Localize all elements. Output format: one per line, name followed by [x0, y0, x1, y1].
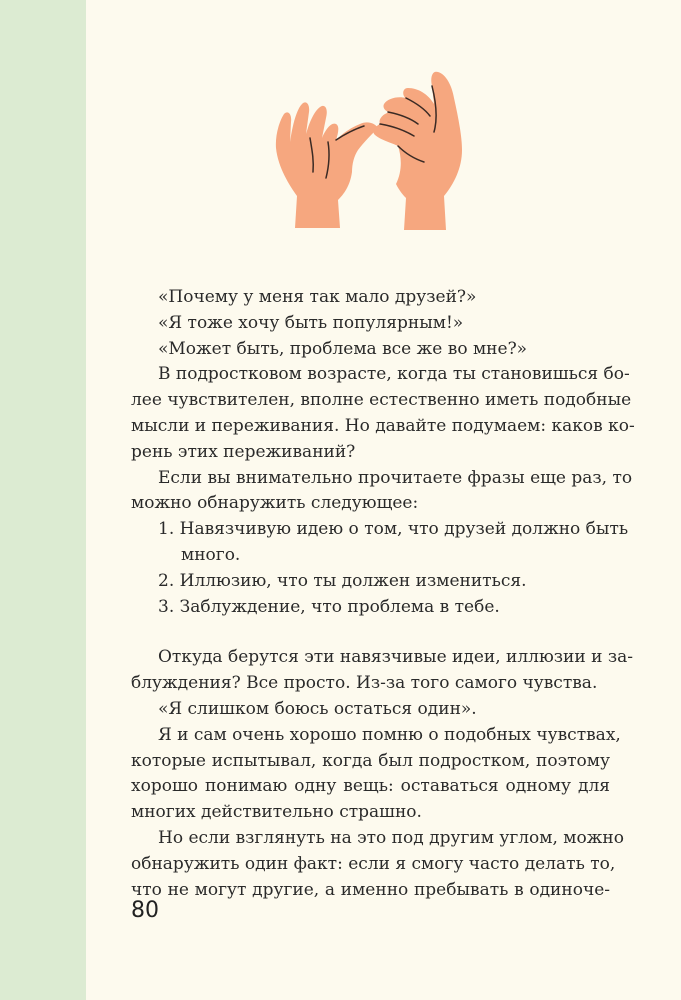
text-line: рень этих переживаний? — [131, 441, 356, 462]
text-line: «Может быть, проблема все же во мне?» — [158, 338, 528, 359]
text-line: 3. Заблуждение, что проблема в тебе. — [158, 596, 500, 617]
text-line: которые испытывал, когда был подростком, поэтому — [131, 750, 610, 771]
text-line: «Я слишком боюсь остаться один». — [158, 698, 477, 719]
paragraph-gap — [131, 620, 610, 645]
text-line: В подростковом возрасте, когда ты становишься бо- — [158, 364, 630, 385]
text-line: много. — [181, 544, 241, 565]
text-line: Если вы внимательно прочитаете фразы еще раз, то — [158, 467, 633, 488]
text-line: Но если взглянуть на это под другим углом, можно — [158, 827, 624, 848]
text-line: «Почему у меня так мало друзей?» — [158, 287, 477, 307]
side-color-band — [0, 0, 86, 1000]
text-line: многих действительно страшно. — [131, 802, 422, 823]
text-line: Откуда берутся эти навязчивые идеи, иллюзии и за- — [158, 647, 633, 668]
body-text — [131, 285, 635, 903]
text-line: лее чувствителен, вполне естественно иметь подобные — [131, 390, 632, 411]
page-number: 80 — [131, 898, 159, 923]
text-line: 2. Иллюзию, что ты должен измениться. — [158, 570, 527, 591]
text-line: блуждения? Все просто. Из-за того самого чувства. — [131, 673, 598, 694]
text-line: хорошо понимаю одну вещь: оставаться одному для — [131, 776, 610, 797]
text-line: можно обнаружить следующее: — [131, 493, 419, 514]
text-line: 1. Навязчивую идею о том, что друзей должно быть — [158, 519, 629, 540]
text-line: «Я тоже хочу быть популярным!» — [158, 312, 464, 333]
text-line: мысли и переживания. Но давайте подумаем: каков ко- — [131, 415, 635, 436]
pinky-promise-hands-icon — [268, 68, 474, 230]
text-line: Я и сам очень хорошо помню о подобных чувствах, — [158, 724, 621, 745]
text-line: обнаружить один факт: если я смогу часто делать то, — [131, 853, 616, 874]
text-line: что не могут другие, а именно пребывать в одиноче- — [131, 879, 610, 900]
